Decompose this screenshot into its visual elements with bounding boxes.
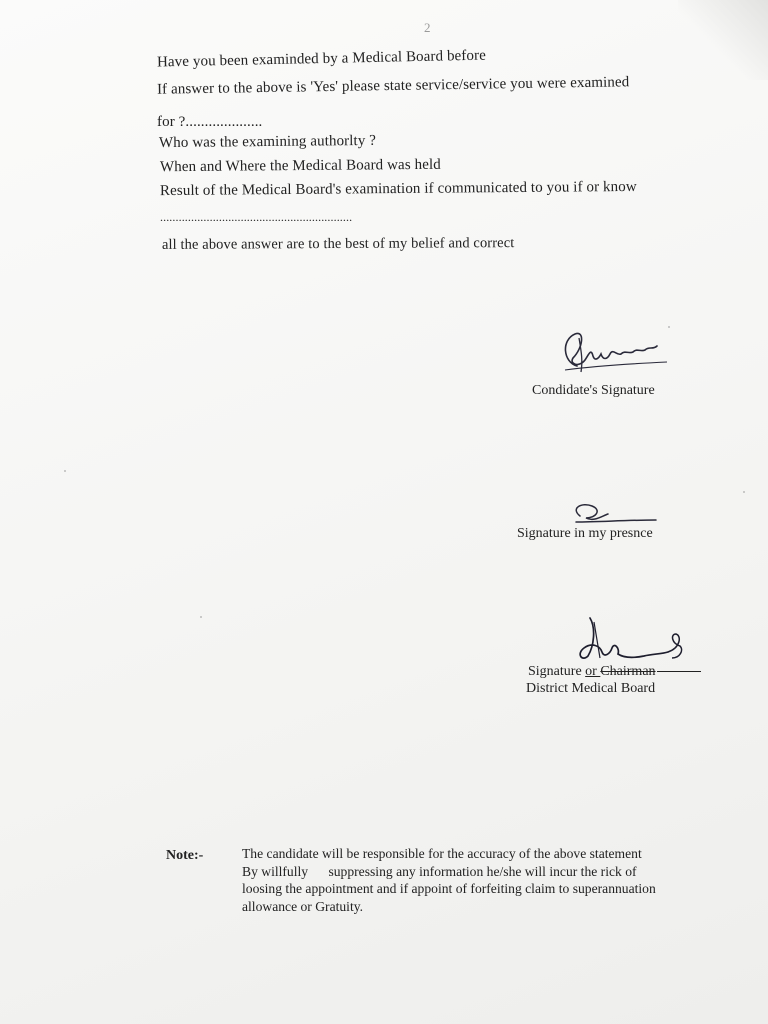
paper-speck bbox=[200, 616, 202, 618]
question-when-where: When and Where the Medical Board was held bbox=[159, 156, 441, 176]
district-medical-board-caption: District Medical Board bbox=[526, 681, 656, 696]
question-examining-authority: Who was the examining authorlty ? bbox=[158, 132, 377, 152]
witness-signature-icon bbox=[568, 500, 658, 528]
chairman-signature-caption bbox=[528, 664, 701, 680]
note-line: allowance or Gratuity. bbox=[242, 898, 364, 914]
note-line: The candidate will be responsible for the accuracy of the above statement bbox=[242, 846, 642, 861]
paper-speck bbox=[668, 326, 670, 328]
chairman-caption-or: or bbox=[585, 664, 601, 679]
note-line: By willfully suppressing any information he/she will incur the rick of bbox=[242, 863, 637, 879]
chairman-caption-strike-line bbox=[657, 671, 701, 672]
chairman-signature-icon bbox=[572, 612, 690, 668]
question-previous-medical-board: Have you been examinded by a Medical Board before bbox=[156, 47, 487, 71]
question-result-blank: .............................................................. bbox=[160, 210, 353, 224]
candidate-signature-icon bbox=[555, 326, 670, 378]
question-service-examined: If answer to the above is 'Yes' please state service/service you were examined bbox=[156, 74, 630, 98]
chairman-caption-struck: Chairman bbox=[600, 664, 656, 679]
paper-speck bbox=[64, 470, 66, 472]
note-label: Note:- bbox=[166, 848, 204, 863]
note-text bbox=[242, 845, 712, 915]
candidate-signature-caption: Condidate's Signature bbox=[532, 383, 655, 398]
paper-speck bbox=[743, 491, 745, 493]
chairman-caption-prefix: Signature bbox=[528, 664, 586, 679]
witness-signature-caption: Signature in my presnce bbox=[517, 526, 653, 541]
page-number: 2 bbox=[424, 20, 431, 35]
note-line: loosing the appointment and if appoint of forfeiting claim to superannuation bbox=[242, 881, 656, 896]
question-result: Result of the Medical Board's examination if communicated to you if or know bbox=[159, 178, 637, 200]
declaration-statement: all the above answer are to the best of my belief and correct bbox=[161, 235, 515, 253]
question-service-examined-cont: for ?.................... bbox=[157, 114, 263, 130]
page-corner-shadow bbox=[678, 0, 768, 80]
